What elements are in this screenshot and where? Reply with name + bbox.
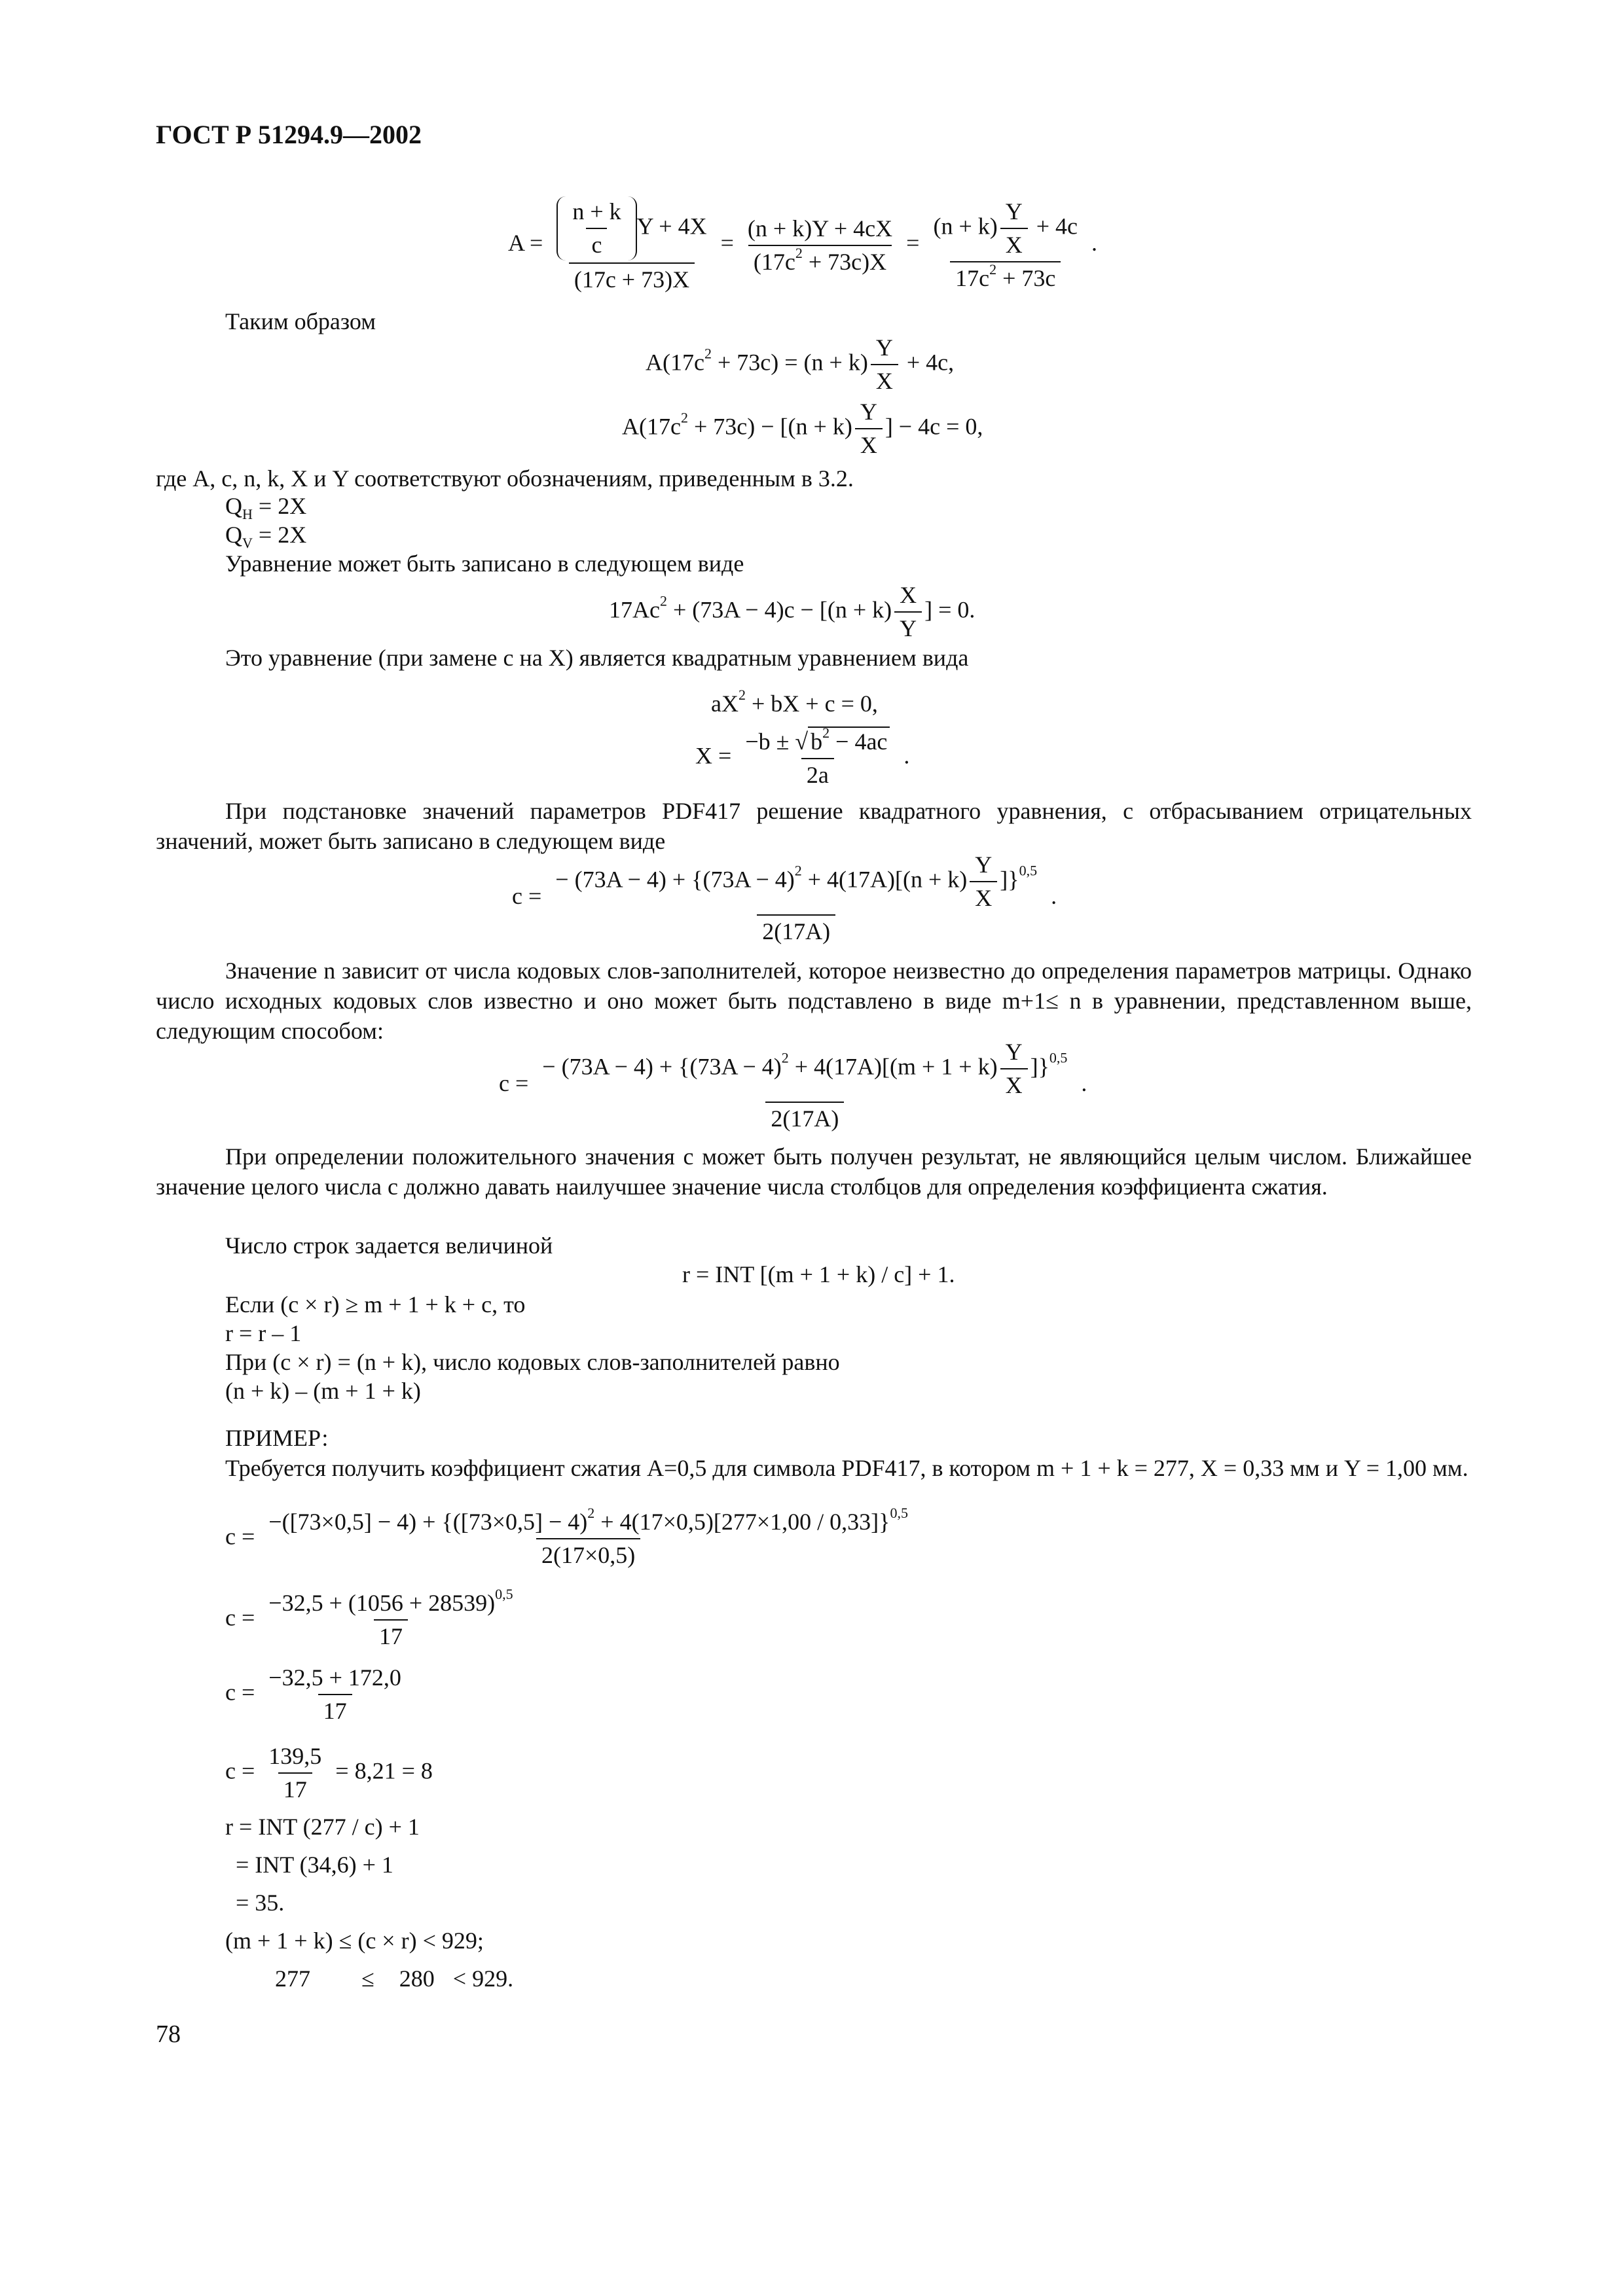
text-padding-formula: (n + k) – (m + 1 + k) [225,1378,421,1404]
formula-equation-2: $A(17c^2 + 73c) = (n + k)$ $\frac{Y}{X}$ + 4c, [646,334,954,395]
formula-equation-3: $A(17c^2 + 73c) - [(n + k)$ $\frac{Y}{X}$ ] − 4c = 0, [622,398,983,459]
example-formula-2: c = $\frac{-32,5 + (1056 + 28539)^{0,5}}{17}$ [225,1589,521,1651]
example-r-1: r = INT (277 / c) + 1 [225,1814,420,1840]
formula-quadratic: $aX^2$ + bX + c = 0, [711,687,878,717]
example-formula-3: c = $\frac{-32,5 + 172,0}{17}$ [225,1664,409,1725]
example-inequality-values: 277 ≤ 280 < 929. [275,1965,514,1992]
paragraph-positive-value: При определении положительного значения c может быть получен результат, не являющийся целым числом. Ближайшее значение целого числа c должно давать наилучшее значение числа столбцов для определения коэффициента сжатия. [156,1143,1472,1200]
text-where: где A, c, n, k, X и Y соответствуют обозначениям, приведенным в 3.2. [156,465,854,492]
text-quadratic: Это уравнение (при замене c на X) является квадратным уравнением вида [225,645,969,671]
text-example-heading: ПРИМЕР: [225,1425,329,1451]
text-row-count: Число строк задается величиной [225,1232,553,1259]
formula-row-count: r = INT [(m + 1 + k) / c] + 1. [682,1261,955,1287]
paragraph-example: Требуется получить коэффициент сжатия A=0,5 для символа PDF417, в котором m + 1 + k = 277, X = 0,33 мм и Y = 1,00 мм. [225,1455,1468,1481]
formula-c-solution: c = − $(73A - 4) + \{(73A - 4)^2 + 4(17A)[(n + k)$ $\frac{Y}{X}$ ]}$^{0,5}$ 2(17A) . [512,851,1057,946]
example-formula-4: c = $\frac{139,5}{17}$ = 8,21 = 8 [225,1742,433,1804]
text-equation-form: Уравнение может быть записано в следующем виде [225,550,744,577]
text-qv: $Q_V = 2X$ [225,522,307,551]
example-formula-1: c = $-([73\times 0,5] - 4) + \{([73\times 0,5] - 4)^2 + 4(17\times 0,5)[277\times 1,00 / 0,33]\}^{0,5}$ 2(17×0,5) [225,1508,916,1570]
text-if: Если (c × r) ≥ m + 1 + k + c, то [225,1291,526,1318]
text-qh: $Q_H = 2X$ [225,493,307,522]
paragraph-substitution: При подстановке значений параметров PDF417 решение квадратного уравнения, с отбрасыванием отрицательных значений, может быть записано в следующем виде [156,798,1472,854]
page-number: 78 [156,2020,181,2048]
example-r-2: = INT (34,6) + 1 [236,1852,393,1878]
document-header: ГОСТ Р 51294.9—2002 [156,120,422,149]
paragraph-n-depends: Значение n зависит от числа кодовых слов-заполнителей, которое неизвестно до определения параметров матрицы. Однако число исходных кодовых слов известно и оно может быть подставлено в виде m+1≤ n в уравнении, представленном выше, следующим способом: [156,958,1472,1044]
formula-compression-ratio: A = $\frac{n + k}{c}$ Y + 4X (17c + 73)X = $\frac{(n + k)Y + 4cX}{(17c^2 + 73c)X}$ = (n + k) $\frac{Y}{X}$ + 4c $17c^2 + 73c$ . [508,196,1097,295]
example-inequality: (m + 1 + k) ≤ (c × r) < 929; [225,1928,484,1954]
formula-equation-4: $17Ac^2 + (73A - 4)c - [(n + k)$ $\frac{X}{Y}$ ] = 0. [609,581,975,643]
text-thus: Таким образом [225,308,376,334]
formula-quadratic-solution: X = $\frac{-b \pm √ b^2 - 4ac}{2a}$ . [695,726,909,789]
text-r-decrement: r = r – 1 [225,1320,302,1346]
text-padding-count: При (c × r) = (n + k), число кодовых слов-заполнителей равно [225,1349,840,1375]
formula-c-solution-m: c = − $(73A - 4) + \{(73A - 4)^2 + 4(17A)[(m + 1 + k)$ $\frac{Y}{X}$ ]}$^{0,5}$ 2(17A) . [499,1038,1087,1134]
example-r-3: = 35. [236,1890,285,1916]
